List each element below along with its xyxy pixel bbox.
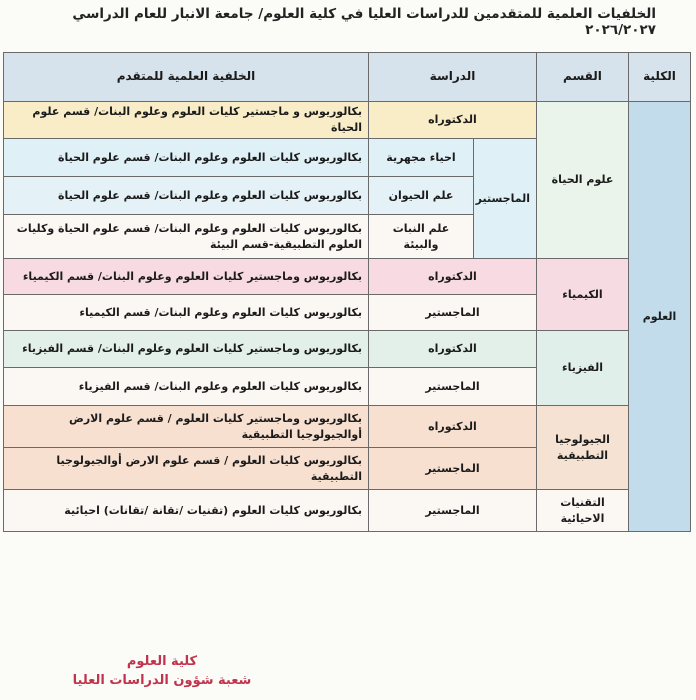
signature-block [62, 654, 262, 688]
dept-physics: الفيزياء [537, 331, 629, 406]
page-title: الخلفيات العلمية للمتقدمين للدراسات العليا في كلية العلوم/ جامعة الانبار للعام الدراسي ٢٠٢٦/٢٠٢٧ [72, 6, 656, 38]
background-cell: بكالوريوس كليات العلوم / قسم علوم الارض أوالجيولوجيا التطبيقية [4, 448, 369, 490]
table-row [4, 102, 691, 139]
study-phd: الدكتوراه [369, 259, 537, 295]
background-cell: بكالوريوس وماجستير كليات العلوم وعلوم البنات/ قسم الفيزياء [4, 331, 369, 368]
background-cell: بكالوريوس و ماجستير كليات العلوم وعلوم البنات/ قسم علوم الحياة [4, 102, 369, 139]
background-cell: بكالوريوس كليات العلوم وعلوم البنات/ قسم الكيمياء [4, 295, 369, 331]
table-row [4, 331, 691, 368]
footer-office: شعبة شؤون الدراسات العليا [72, 673, 252, 688]
background-cell: بكالوريوس وماجستير كليات العلوم وعلوم البنات/ قسم الكيمياء [4, 259, 369, 295]
study-masters: الماجستير [369, 448, 537, 490]
table-row [4, 490, 691, 532]
study-phd: الدكتوراه [369, 406, 537, 448]
dept-biotechnology: التقنيات الاحيائية [537, 490, 629, 532]
footer-college: كلية العلوم [126, 654, 198, 669]
header-college: الكلية [629, 53, 691, 102]
study-masters: الماجستير [474, 139, 537, 259]
study-phd: الدكتوراه [369, 102, 537, 139]
study-masters: الماجستير [369, 490, 537, 532]
dept-life-sciences: علوم الحياة [537, 102, 629, 259]
specialization-micro: احياء مجهرية [369, 139, 474, 177]
dept-applied-geology: الجيولوجيا التطبيقية [537, 406, 629, 490]
header-background: الخلفية العلمية للمتقدم [4, 53, 369, 102]
background-cell: بكالوريوس كليات العلوم وعلوم البنات/ قسم علوم الحياة [4, 177, 369, 215]
study-phd: الدكتوراه [369, 331, 537, 368]
college-cell: العلوم [629, 102, 691, 532]
background-cell: بكالوريوس كليات العلوم (تقنيات /تقانة /تقانات) احيائية [4, 490, 369, 532]
specialization-zoology: علم الحيوان [369, 177, 474, 215]
study-masters: الماجستير [369, 368, 537, 406]
background-cell: بكالوريوس كليات العلوم وعلوم البنات/ قسم علوم الحياة وكليات العلوم التطبيقية-قسم البيئة [4, 215, 369, 259]
dept-chemistry: الكيمياء [537, 259, 629, 331]
study-masters: الماجستير [369, 295, 537, 331]
graduate-backgrounds-table [3, 52, 691, 532]
background-cell: بكالوريوس كليات العلوم وعلوم البنات/ قسم علوم الحياة [4, 139, 369, 177]
header-department: القسم [537, 53, 629, 102]
background-cell: بكالوريوس وماجستير كليات العلوم / قسم علوم الارض أوالجيولوجيا التطبيقية [4, 406, 369, 448]
specialization-botany: علم النبات والبيئة [369, 215, 474, 259]
background-cell: بكالوريوس كليات العلوم وعلوم البنات/ قسم الفيزياء [4, 368, 369, 406]
table-header-row [4, 53, 691, 102]
table-row [4, 406, 691, 448]
header-study: الدراسة [369, 53, 537, 102]
table-row [4, 259, 691, 295]
